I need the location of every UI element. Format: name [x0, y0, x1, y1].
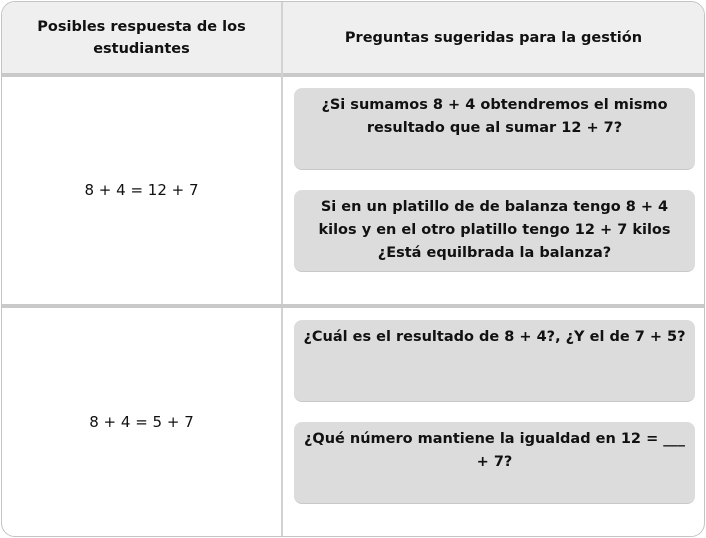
row-divider — [2, 304, 704, 308]
question-card-1-1: ¿Si sumamos 8 + 4 obtendremos el mismo resultado que al sumar 12 + 7? — [294, 88, 695, 170]
suggestions-table — [1, 1, 705, 537]
header-suggested-questions: Preguntas sugeridas para la gestión — [344, 29, 643, 46]
question-card-1-2: Si en un platillo de de balanza tengo 8 + 4 kilos y en el otro platillo tengo 12 + 7 kilos ¿Está equilbrada la balanza? — [294, 190, 695, 272]
answer-row-2: 8 + 4 = 5 + 7 — [89, 413, 194, 431]
question-card-2-1: ¿Cuál es el resultado de 8 + 4?, ¿Y el de 7 + 5? — [294, 320, 695, 402]
table-header — [2, 2, 704, 77]
question-card-2-2: ¿Qué número mantiene la igualdad en 12 = ___ + 7? — [294, 422, 695, 504]
column-divider — [281, 2, 283, 536]
header-student-answers: Posibles respuesta de los estudiantes — [37, 18, 246, 57]
answer-row-1: 8 + 4 = 12 + 7 — [84, 181, 199, 199]
